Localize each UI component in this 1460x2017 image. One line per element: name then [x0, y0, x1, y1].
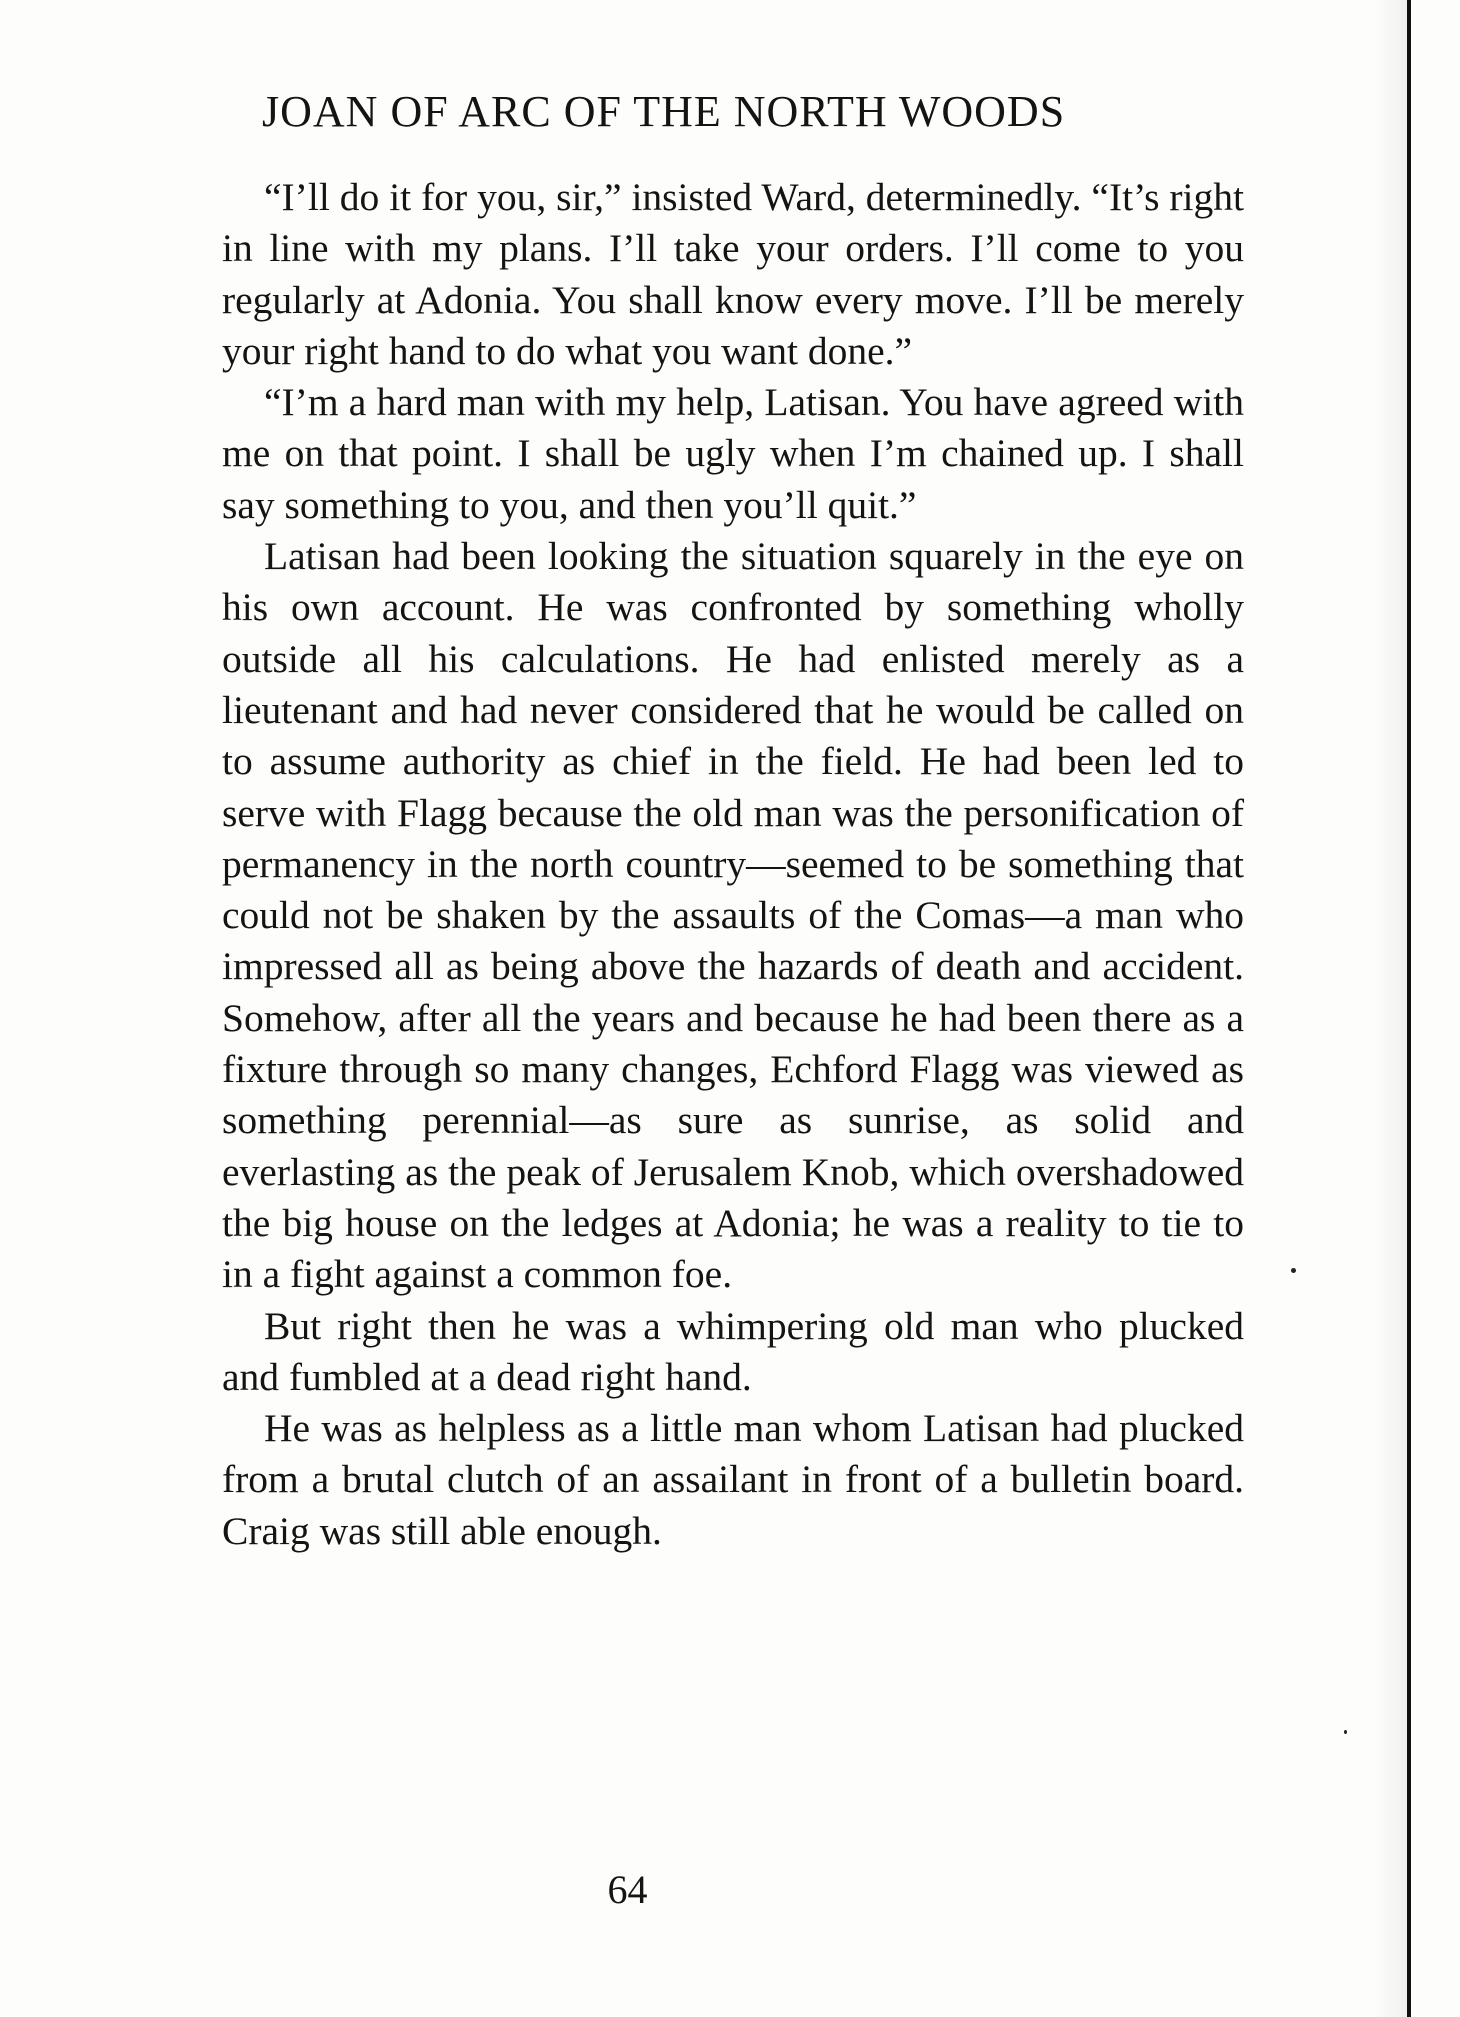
page-number: 64 — [607, 1867, 648, 1912]
paragraph: “I’m a hard man with my help, Latisan. You have agreed with me on that point. I shall be ugly when I’m chained up. I shall say something to you, and then you’ll quit.” — [222, 380, 1244, 527]
paragraph: “I’ll do it for you, sir,” insisted Ward, determinedly. “It’s right in line with my plans. I’ll take your orders. I’ll come to you regularly at Adonia. You shall know every move. I’ll be merely your right hand to do what you want done.” — [222, 175, 1244, 373]
print-speck — [1344, 1730, 1347, 1734]
paragraph: But right then he was a whimpering old man who plucked and fumbled at a dead right hand. — [222, 1303, 1244, 1399]
body-text — [222, 172, 1244, 1557]
gutter-shadow — [1373, 0, 1407, 2017]
running-head: JOAN OF ARC OF THE NORTH WOODS — [262, 87, 1066, 136]
gutter-edge — [1407, 0, 1411, 2017]
paragraph: He was as helpless as a little man whom Latisan had plucked from a brutal clutch of an assailant in front of a bulletin board. Craig was still able enough. — [222, 1406, 1244, 1553]
print-speck — [1291, 1268, 1296, 1273]
paragraph: Latisan had been looking the situation squarely in the eye on his own account. He was confronted by something wholly outside all his calculations. He had enlisted merely as a lieutenant and had never considered that he would be called on to assume authority as chief in the field. He had been led to serve with Flagg because the old man was the personification of permanency in the north country—seemed to be something that could not be shaken by the assaults of the Comas—a man who impressed all as being above the hazards of death and accident. Somehow, after all the years and because he had been there as a fixture through so many changes, Echford Flagg was viewed as something perennial—as sure as sunrise, as solid and everlasting as the peak of Jerusalem Knob, which overshadowed the big house on the ledges at Adonia; he was a reality to tie to in a fight against a common foe. — [222, 534, 1244, 1297]
